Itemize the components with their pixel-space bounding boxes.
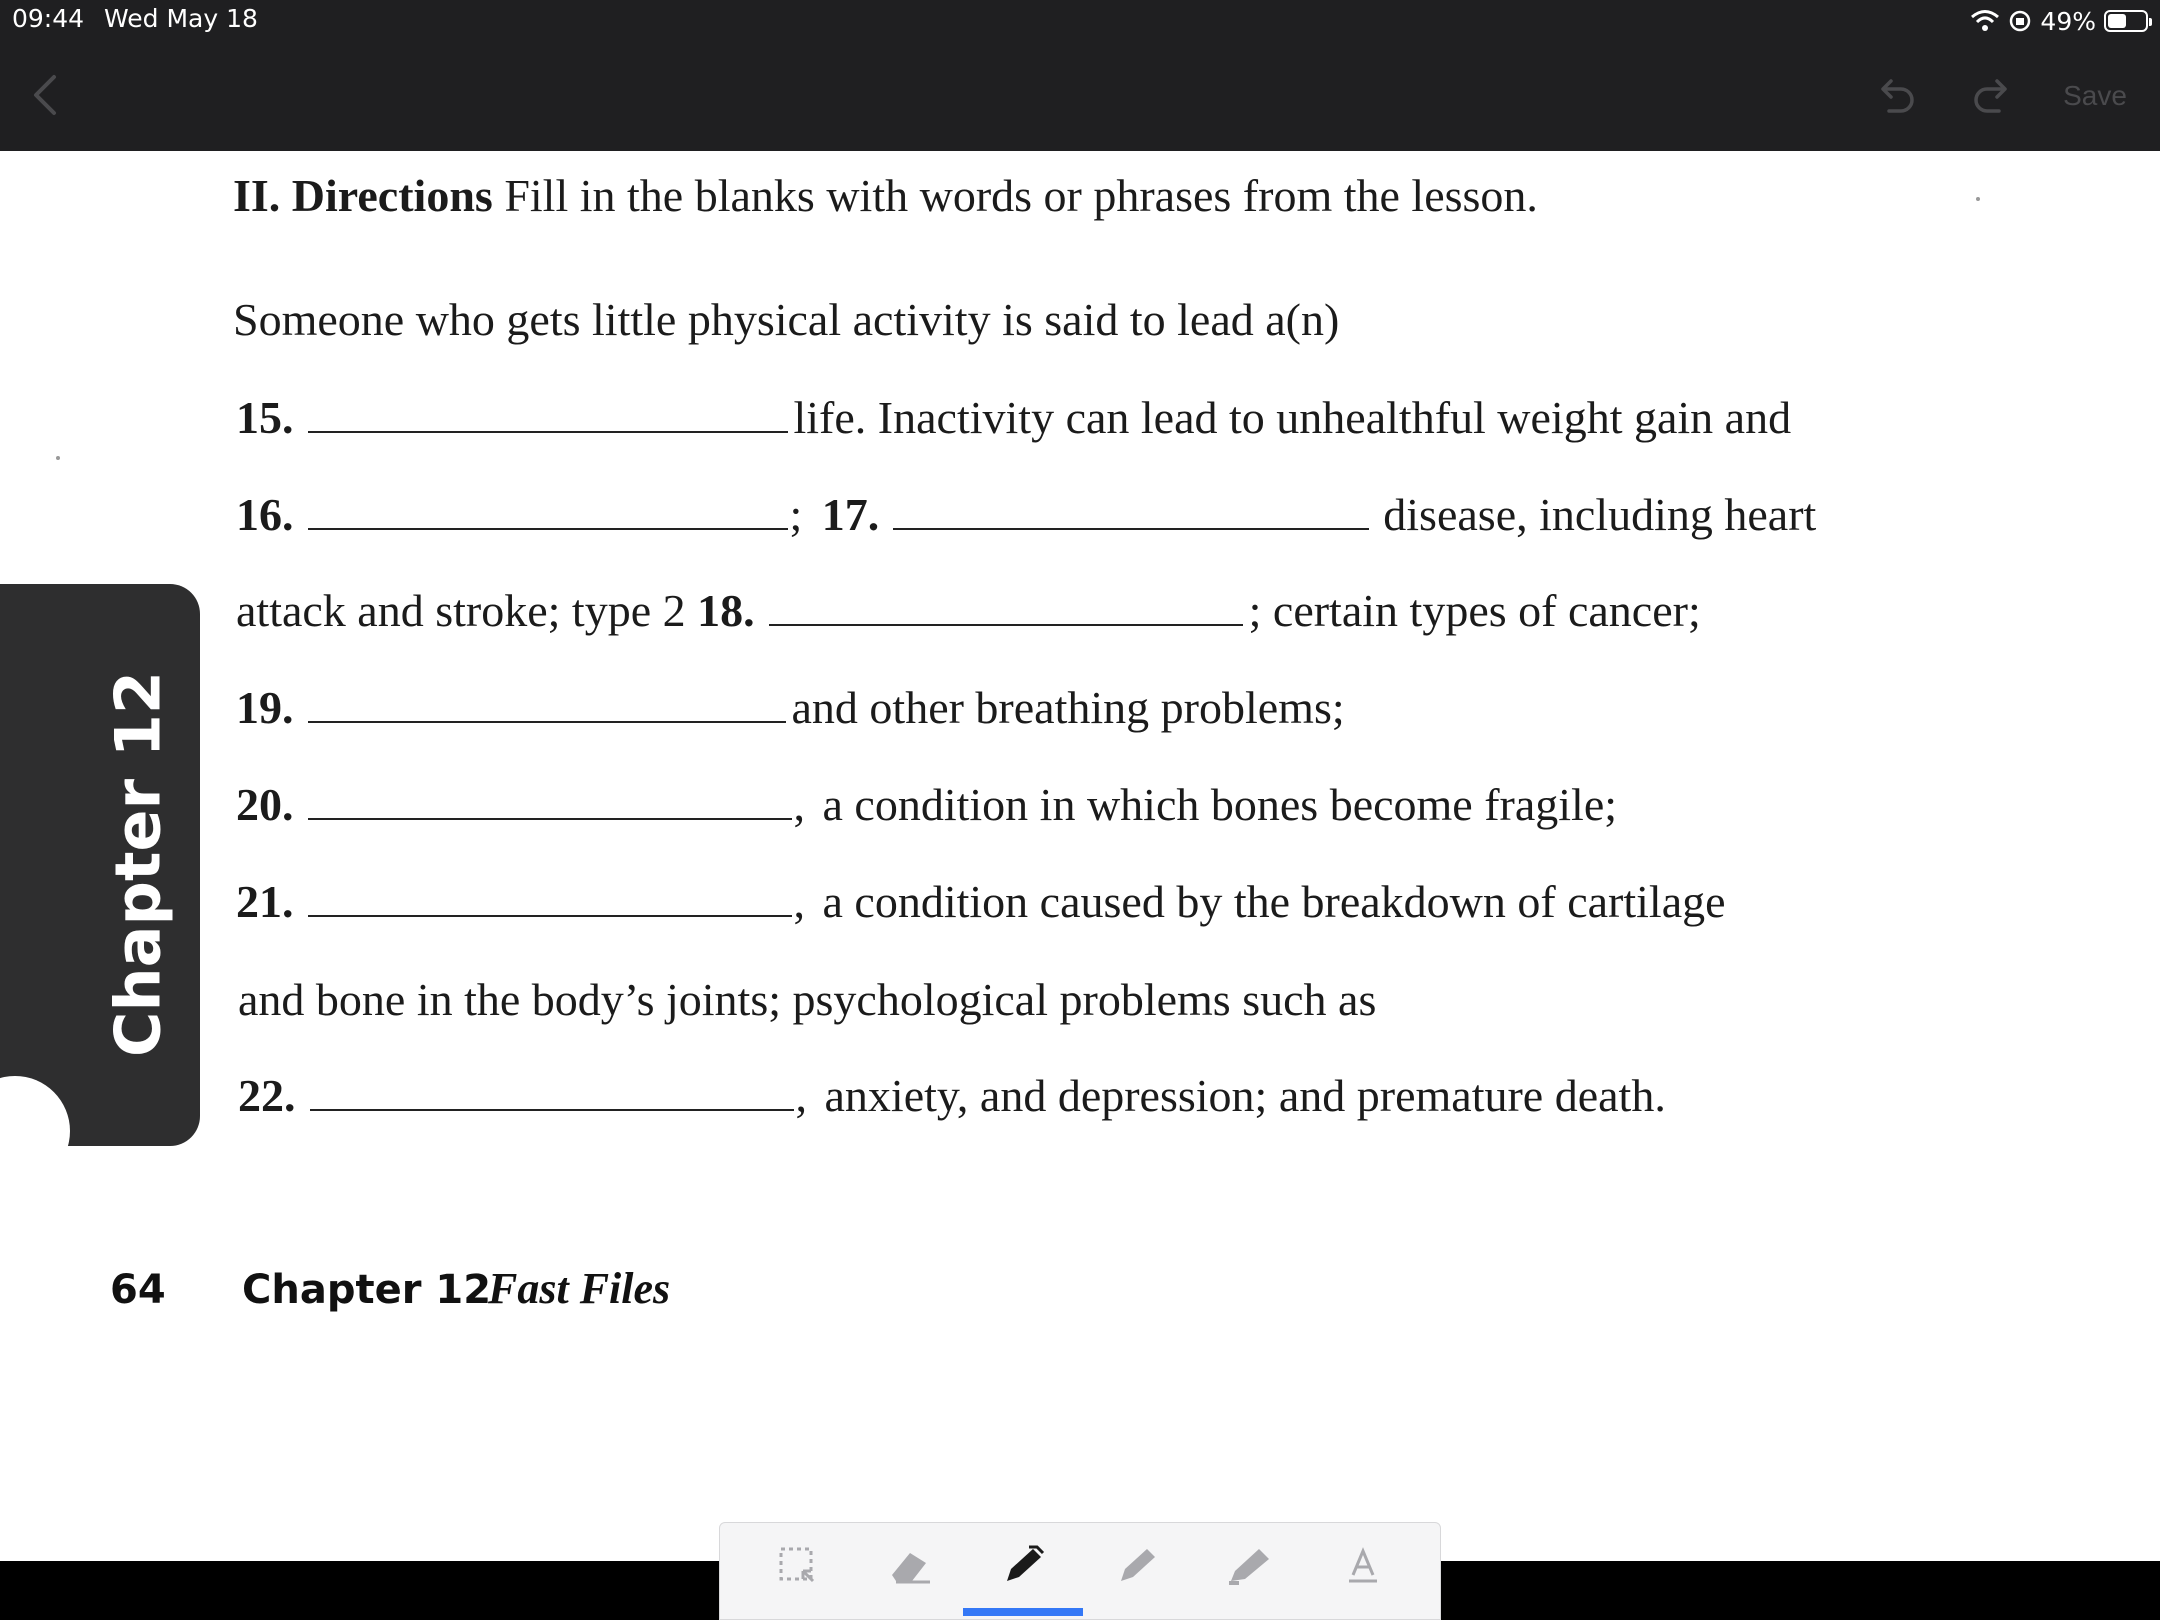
line-text: and other breathing problems; xyxy=(791,682,1345,733)
scan-speck xyxy=(1976,197,1980,201)
line-text: ; certain types of cancer; xyxy=(1248,585,1701,636)
directions-heading xyxy=(233,169,1538,222)
scan-speck xyxy=(56,456,60,460)
blank-number: 17. xyxy=(821,489,880,540)
line-text: anxiety, and depression; and premature death. xyxy=(824,1070,1666,1121)
footer-title: Fast Files xyxy=(488,1264,671,1313)
text-tool[interactable] xyxy=(1323,1530,1403,1600)
line-text: disease, including heart xyxy=(1383,489,1817,540)
answer-blank-20[interactable] xyxy=(308,812,792,820)
save-button[interactable]: Save xyxy=(2050,74,2140,118)
blank-number: 22. xyxy=(238,1070,296,1121)
answer-blank-22[interactable] xyxy=(310,1103,794,1111)
pencil-tool[interactable] xyxy=(1097,1530,1177,1600)
line-text: attack and stroke; type 2 xyxy=(236,585,698,636)
status-date: Wed May 18 xyxy=(104,4,258,33)
undo-button[interactable] xyxy=(1876,72,1920,118)
pen-tool[interactable] xyxy=(983,1530,1063,1600)
battery-percent: 49% xyxy=(2040,6,2096,36)
redo-icon xyxy=(1971,77,2009,113)
answer-blank-18[interactable] xyxy=(769,618,1243,626)
line-20 xyxy=(236,778,1617,831)
blank-number: 19. xyxy=(236,682,294,733)
line-text: a condition caused by the breakdown of cartilage xyxy=(822,876,1726,927)
redo-button[interactable] xyxy=(1968,72,2012,118)
answer-blank-19[interactable] xyxy=(308,715,786,723)
highlighter-tool[interactable] xyxy=(1210,1530,1290,1600)
intro-line: Someone who gets little physical activity is said to lead a(n) xyxy=(233,294,1340,345)
line-15 xyxy=(236,391,1791,444)
text-tool-icon xyxy=(1345,1545,1381,1585)
separator: , xyxy=(795,1070,807,1121)
status-indicators xyxy=(1970,4,2148,38)
eraser-tool[interactable] xyxy=(870,1530,950,1600)
separator: , xyxy=(793,779,805,830)
undo-icon xyxy=(1879,77,1917,113)
separator: , xyxy=(793,876,805,927)
line-16 xyxy=(236,488,1816,541)
line-21 xyxy=(236,875,1726,928)
back-button[interactable] xyxy=(22,72,68,118)
line-19 xyxy=(236,681,1345,734)
line-text: life. Inactivity can lead to unhealthful weight gain and xyxy=(793,392,1792,443)
document-page[interactable] xyxy=(0,151,2160,1561)
top-toolbar xyxy=(0,0,2160,151)
lasso-select-icon xyxy=(777,1545,817,1585)
highlighter-icon xyxy=(1225,1543,1275,1587)
answer-blank-15[interactable] xyxy=(308,425,788,433)
blank-number: 20. xyxy=(236,779,294,830)
battery-icon xyxy=(2104,10,2148,32)
pen-icon xyxy=(999,1543,1047,1587)
directions-label: II. Directions xyxy=(233,170,493,221)
blank-number: 15. xyxy=(236,392,294,443)
line-18 xyxy=(236,584,1701,637)
chapter-tab-label: Chapter 12 xyxy=(101,671,175,1057)
eraser-icon xyxy=(886,1545,934,1585)
line-text: a condition in which bones become fragile; xyxy=(822,779,1618,830)
chapter-tab xyxy=(0,584,200,1146)
chevron-left-icon xyxy=(30,74,60,116)
directions-text: Fill in the blanks with words or phrases from the lesson. xyxy=(492,170,1538,221)
battery-fill xyxy=(2108,14,2126,28)
footer-chapter: Chapter 12 xyxy=(242,1267,492,1313)
blank-number: 21. xyxy=(236,876,294,927)
blank-number: 16. xyxy=(236,489,294,540)
answer-blank-16[interactable] xyxy=(308,522,788,530)
active-tool-indicator xyxy=(963,1608,1083,1616)
page-number: 64 xyxy=(110,1267,166,1313)
line-bone: and bone in the body’s joints; psychological problems such as xyxy=(238,974,1377,1025)
wifi-icon xyxy=(1970,9,2000,33)
lasso-select-tool[interactable] xyxy=(757,1530,837,1600)
tool-palette xyxy=(719,1522,1441,1620)
pencil-icon xyxy=(1113,1543,1161,1587)
answer-blank-17[interactable] xyxy=(893,522,1369,530)
orientation-lock-icon xyxy=(2008,9,2032,33)
blank-number: 18. xyxy=(697,585,755,636)
status-time: 09:44 xyxy=(12,4,85,33)
answer-blank-21[interactable] xyxy=(308,909,792,917)
line-22 xyxy=(238,1069,1666,1122)
separator: ; xyxy=(789,489,803,540)
